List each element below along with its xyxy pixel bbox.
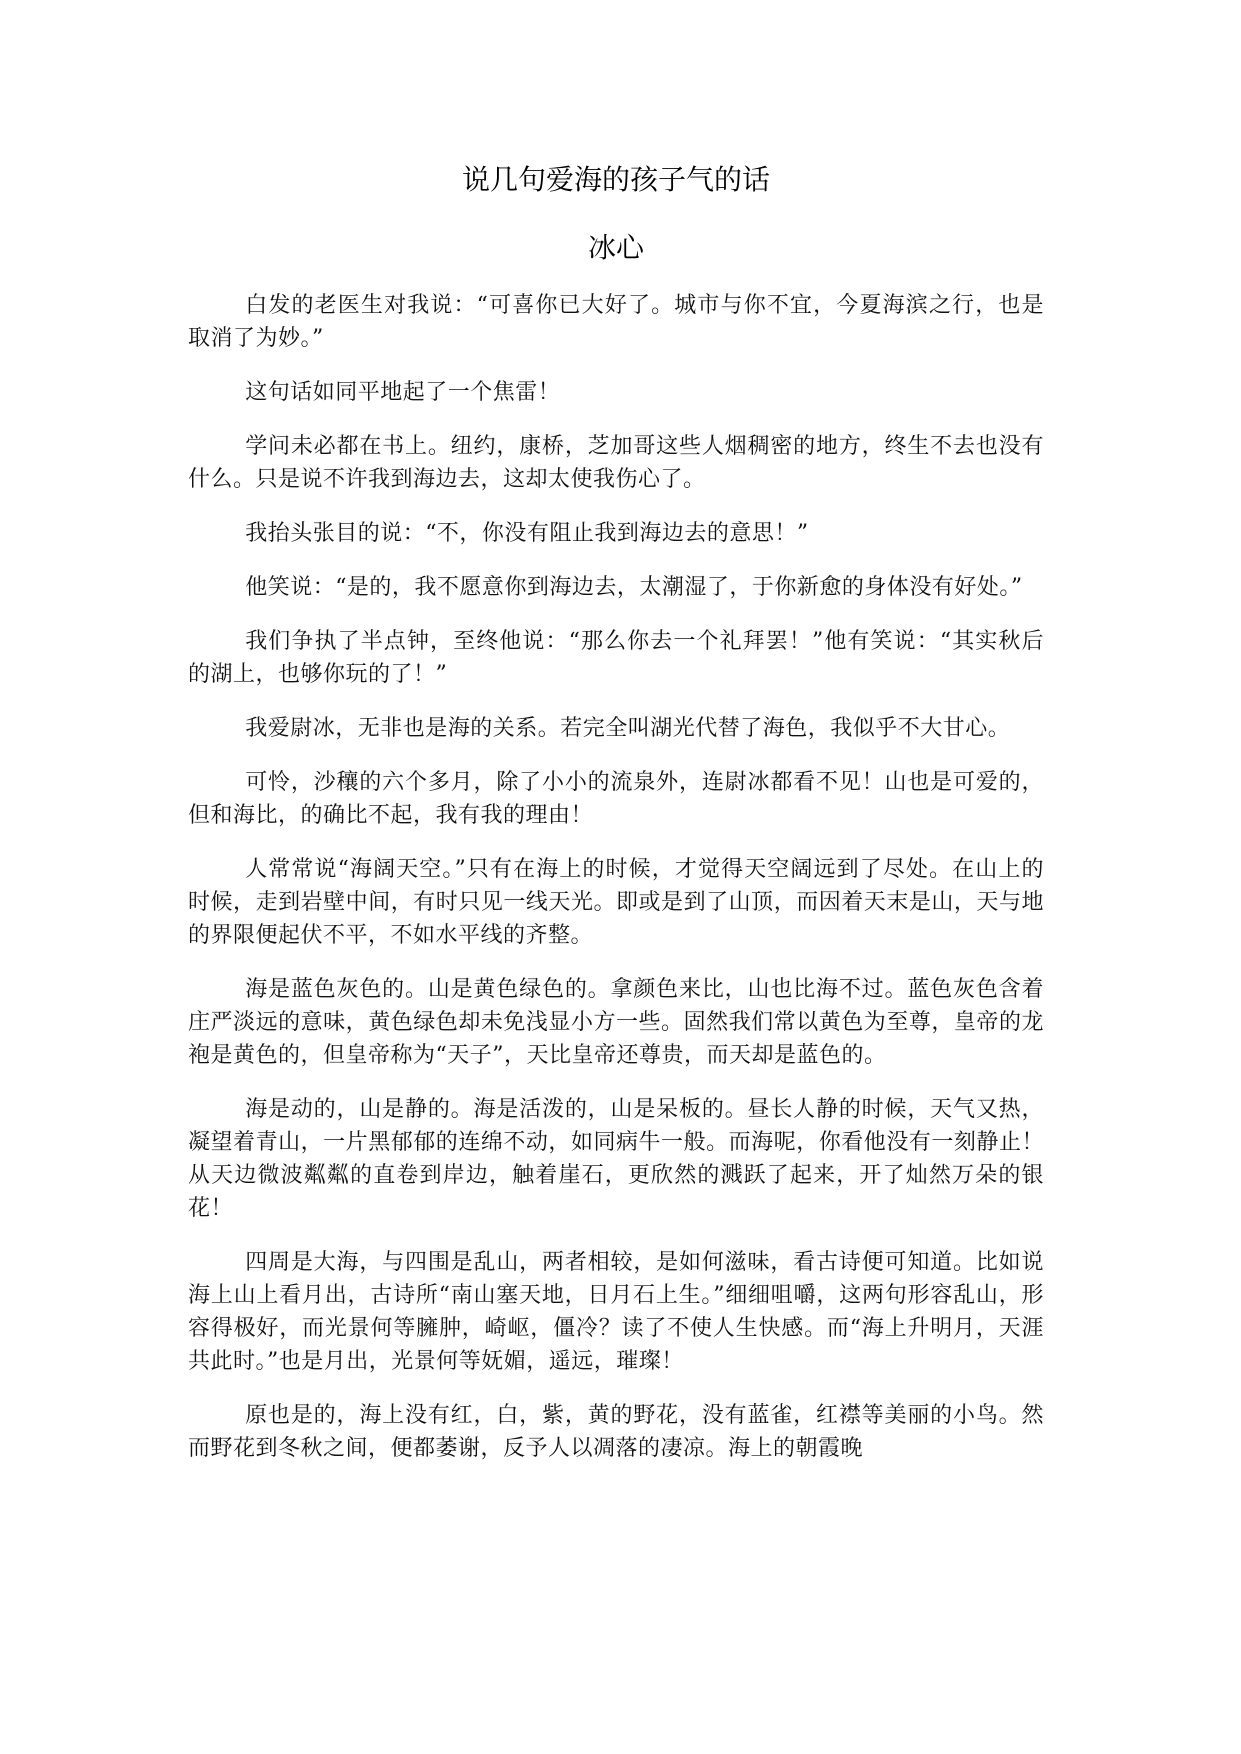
paragraph: 我爱尉冰，无非也是海的关系。若完全叫湖光代替了海色，我似乎不大甘心。 (245, 716, 1011, 741)
paragraph: 人常常说“海阔天空。”只有在海上的时候，才觉得天空阔远到了尽处。在山上的时候，走到岩壁中间，有时只见一线天光。即或是到了山顶，而因着天末是山，天与地的界限便起伏不平，不如水平线的齐整。 (188, 857, 1044, 948)
paragraph: 原也是的，海上没有红，白，紫，黄的野花，没有蓝雀，红襟等美丽的小鸟。然而野花到冬秋之间，便都萎谢，反予人以凋落的凄凉。海上的朝霞晚 (188, 1403, 1044, 1461)
paragraph: 学问未必都在书上。纽约，康桥，芝加哥这些人烟稠密的地方，终生不去也没有什么。只是说不许我到海边去，这却太使我伤心了。 (188, 434, 1044, 492)
paragraph: 四周是大海，与四围是乱山，两者相较，是如何滋味，看古诗便可知道。比如说海上山上看月出，古诗所“南山塞天地，日月石上生。”细细咀嚼，这两句形容乱山，形容得极好，而光景何等臃肿，崎岖，僵冷？读了不使人生快感。而“海上升明月，天涯共此时。”也是月出，光景何等妩媚，遥远，璀璨！ (188, 1250, 1044, 1374)
document-author: 冰心 (587, 231, 644, 264)
paragraph: 我抬头张目的说：“不，你没有阻止我到海边去的意思！” (245, 521, 809, 546)
paragraph: 白发的老医生对我说：“可喜你已大好了。城市与你不宜，今夏海滨之行，也是取消了为妙。” (188, 293, 1044, 351)
paragraph: 我们争执了半点钟，至终他说：“那么你去一个礼拜罢！”他有笑说：“其实秋后的湖上，也够你玩的了！” (188, 629, 1044, 687)
paragraph: 他笑说：“是的，我不愿意你到海边去，太潮湿了，于你新愈的身体没有好处。” (245, 575, 1023, 600)
paragraph: 海是蓝色灰色的。山是黄色绿色的。拿颜色来比，山也比海不过。蓝色灰色含着庄严淡远的意味，黄色绿色却未免浅显小方一些。固然我们常以黄色为至尊，皇帝的龙袍是黄色的，但皇帝称为“天子”，天比皇帝还尊贵，而天却是蓝色的。 (188, 977, 1044, 1068)
paragraph: 这句话如同平地起了一个焦雷！ (245, 380, 561, 405)
paragraph: 可怜，沙穰的六个多月，除了小小的流泉外，连尉冰都看不见！山也是可爱的，但和海比，的确比不起，我有我的理由！ (188, 770, 1044, 828)
document-title: 说几句爱海的孩子气的话 (461, 163, 770, 196)
paragraph: 海是动的，山是静的。海是活泼的，山是呆板的。昼长人静的时候，天气又热，凝望着青山，一片黑郁郁的连绵不动，如同病牛一般。而海呢，你看他没有一刻静止！从天边微波粼粼的直卷到岸边，触着崖石，更欣然的溅跃了起来，开了灿然万朵的银花！ (188, 1097, 1044, 1221)
document-body (188, 289, 1044, 1486)
